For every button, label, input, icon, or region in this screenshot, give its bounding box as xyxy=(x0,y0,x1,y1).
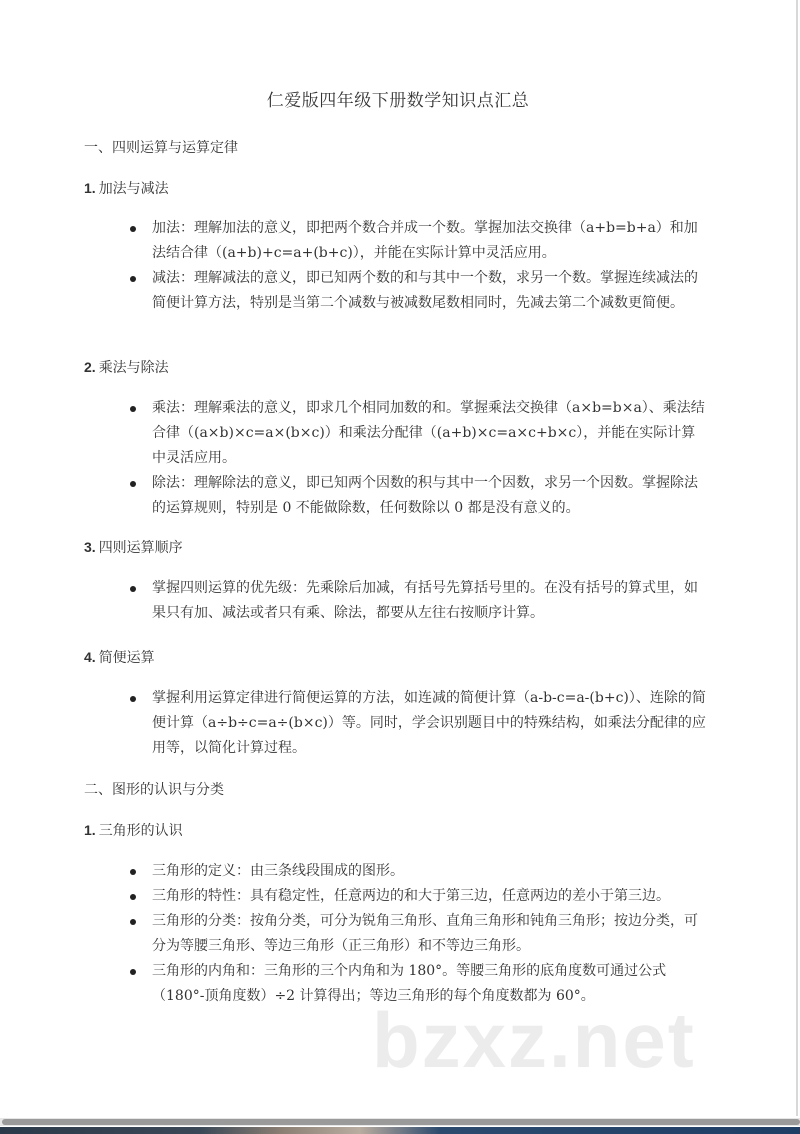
bullet-icon xyxy=(130,406,136,412)
desktop-background-strip xyxy=(0,1127,800,1134)
subheading-number: 1. xyxy=(84,822,96,838)
list-item: 减法：理解减法的意义，即已知两个数的和与其中一个数，求另一个数。掌握连续减法的简便计算方法，特别是当第二个减数与被减数尾数相同时，先减去第二个减数更简便。 xyxy=(128,266,708,316)
subheading-number: 2. xyxy=(84,359,96,375)
bullet-icon xyxy=(130,919,136,925)
subheading-title: 简便运算 xyxy=(98,650,155,666)
bullet-icon xyxy=(130,696,136,702)
bullet-icon xyxy=(130,869,136,875)
section-heading-geometry: 二、图形的认识与分类 xyxy=(84,782,224,798)
subheading-title: 四则运算顺序 xyxy=(98,540,183,556)
bullet-list-addition-subtraction xyxy=(128,216,708,316)
document-title: 仁爱版四年级下册数学知识点汇总 xyxy=(266,91,530,111)
subheading-multiplication-division xyxy=(84,357,169,377)
watermark: bzxz.net xyxy=(372,996,696,1084)
list-item: 除法：理解除法的意义，即已知两个因数的积与其中一个因数，求另一个因数。掌握除法的运算规则，特别是 0 不能做除数，任何数除以 0 都是没有意义的。 xyxy=(128,471,708,521)
subheading-title: 加法与减法 xyxy=(98,181,169,197)
list-item: 加法：理解加法的意义，即把两个数合并成一个数。掌握加法交换律（a+b=b+a）和加法结合律（(a+b)+c=a+(b+c)），并能在实际计算中灵活应用。 xyxy=(128,216,708,266)
bullet-icon xyxy=(130,894,136,900)
horizontal-scrollbar-thumb[interactable] xyxy=(2,1119,800,1125)
bullet-icon xyxy=(130,969,136,975)
bullet-icon xyxy=(130,226,136,232)
subheading-number: 4. xyxy=(84,649,96,665)
subheading-title: 乘法与除法 xyxy=(98,360,169,376)
subheading-simplified-calculation xyxy=(84,647,155,667)
bullet-list-triangles xyxy=(128,859,708,1009)
subheading-title: 三角形的认识 xyxy=(98,823,183,839)
bullet-list-operation-order xyxy=(128,576,708,626)
subheading-number: 3. xyxy=(84,539,96,555)
list-item: 三角形的定义：由三条线段围成的图形。 xyxy=(128,859,708,884)
list-item: 三角形的分类：按角分类，可分为锐角三角形、直角三角形和钝角三角形；按边分类，可分为等腰三角形、等边三角形（正三角形）和不等边三角形。 xyxy=(128,909,708,959)
bullet-icon xyxy=(130,481,136,487)
list-item: 三角形的特性：具有稳定性，任意两边的和大于第三边，任意两边的差小于第三边。 xyxy=(128,884,708,909)
list-item: 三角形的内角和：三角形的三个内角和为 180°。等腰三角形的底角度数可通过公式（180°-顶角度数）÷2 计算得出；等边三角形的每个角度数都为 60°。 xyxy=(128,959,708,1009)
section-heading-arithmetic: 一、四则运算与运算定律 xyxy=(84,140,238,156)
subheading-triangles xyxy=(84,820,183,840)
bullet-list-simplified-calculation xyxy=(128,686,708,761)
list-item: 乘法：理解乘法的意义，即求几个相同加数的和。掌握乘法交换律（a×b=b×a）、乘法结合律（(a×b)×c=a×(b×c)）和乘法分配律（(a+b)×c=a×c+b×c），并能在实际计算中灵活应用。 xyxy=(128,396,708,471)
subheading-number: 1. xyxy=(84,180,96,196)
subheading-addition-subtraction xyxy=(84,178,169,198)
bullet-icon xyxy=(130,276,136,282)
list-item: 掌握利用运算定律进行简便运算的方法，如连减的简便计算（a-b-c=a-(b+c)）、连除的简便计算（a÷b÷c=a÷(b×c)）等。同时，学会识别题目中的特殊结构，如乘法分配律的应用等，以简化计算过程。 xyxy=(128,686,708,761)
bullet-list-multiplication-division xyxy=(128,396,708,521)
bullet-icon xyxy=(130,586,136,592)
subheading-operation-order xyxy=(84,537,183,557)
list-item: 掌握四则运算的优先级：先乘除后加减，有括号先算括号里的。在没有括号的算式里，如果只有加、减法或者只有乘、除法，都要从左往右按顺序计算。 xyxy=(128,576,708,626)
